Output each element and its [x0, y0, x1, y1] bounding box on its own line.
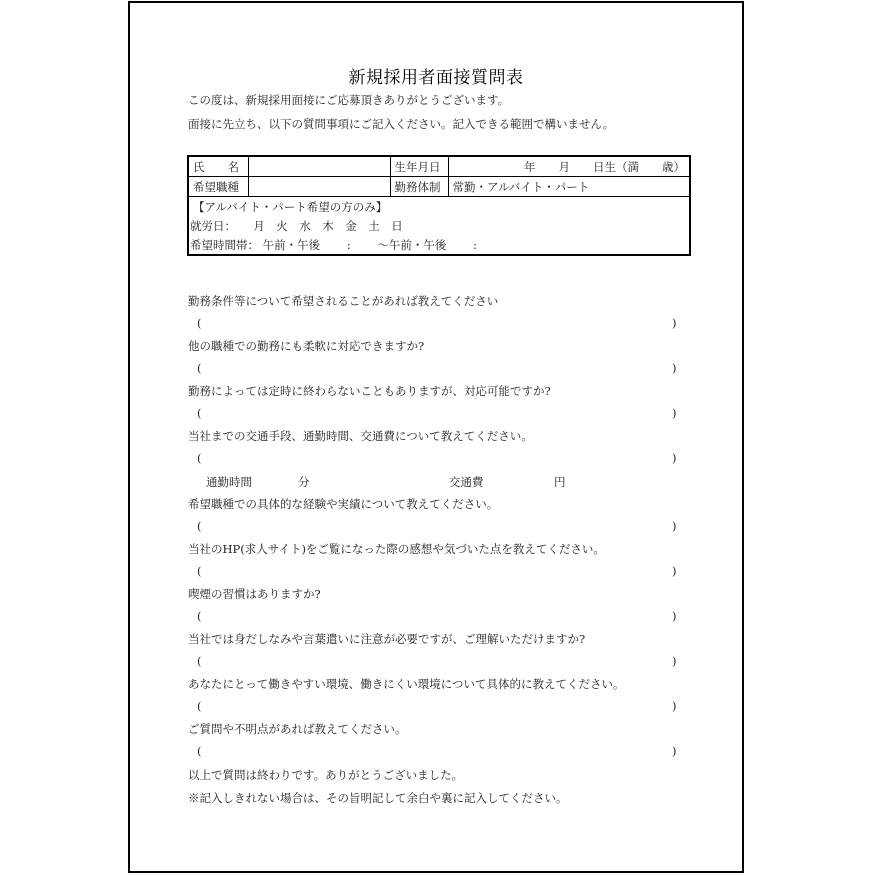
answer-close-paren: ) [672, 451, 677, 465]
commute-time-label: 通勤時間 [206, 475, 252, 489]
name-field[interactable] [248, 156, 390, 177]
commute-fare-label: 交通費 [449, 475, 484, 489]
question-8: 当社では身だしなみや言葉遣いに注意が必要ですが、ご理解いただけますか? [188, 632, 586, 646]
answer-close-paren: ) [672, 744, 677, 758]
answer-close-paren: ) [672, 519, 677, 533]
question-10: ご質問や不明点があれば教えてください。 [188, 722, 407, 736]
intro-line-2: 面接に先立ち、以下の質問事項にご記入ください。記入できる範囲で構いません。 [188, 117, 615, 131]
question-9: あなたにとって働きやすい環境、働きにくい環境について具体的に教えてください。 [188, 677, 625, 691]
closing-note: ※記入しきれない場合は、その旨明記して余白や裏に記入してください。 [188, 791, 568, 805]
answer-close-paren: ) [672, 316, 677, 330]
employment-field[interactable]: 常勤・アルバイト・パート [448, 177, 690, 197]
dob-field[interactable]: 年 月 日生（満 歳） [448, 156, 690, 177]
question-5: 希望職種での具体的な経験や実績について教えてください。 [188, 497, 499, 511]
answer-open-paren: ( [197, 316, 202, 330]
intro-line-1: この度は、新規採用面接にご応募頂きありがとうございます。 [188, 93, 510, 107]
workdays-row[interactable]: 就労日： 月 火 水 木 金 土 日 [190, 218, 403, 233]
answer-open-paren: ( [197, 564, 202, 578]
question-6: 当社のHP(求人サイト)をご覧になった際の感想や気づいた点を教えてください。 [188, 542, 605, 556]
answer-open-paren: ( [197, 406, 202, 420]
form-sheet [128, 1, 744, 873]
name-label: 氏 名 [188, 156, 248, 177]
question-3: 勤務によっては定時に終わらないこともありますが、対応可能ですか? [188, 384, 551, 398]
commute-minutes-unit: 分 [298, 475, 310, 489]
employment-label: 勤務体制 [390, 177, 448, 197]
answer-close-paren: ) [672, 406, 677, 420]
answer-open-paren: ( [197, 744, 202, 758]
answer-open-paren: ( [197, 519, 202, 533]
question-7: 喫煙の習慣はありますか? [188, 587, 321, 601]
answer-close-paren: ) [672, 609, 677, 623]
question-1: 勤務条件等について希望されることがあれば教えてください [188, 294, 499, 308]
hours-row[interactable]: 希望時間帯： 午前・午後 : 〜午前・午後 : [190, 237, 477, 252]
answer-close-paren: ) [672, 699, 677, 713]
answer-close-paren: ) [672, 361, 677, 375]
closing-thanks: 以上で質問は終わりです。ありがとうございました。 [188, 768, 464, 782]
answer-open-paren: ( [197, 699, 202, 713]
answer-open-paren: ( [197, 609, 202, 623]
part-time-header: 【アルバイト・パート希望の方のみ】 [188, 197, 690, 217]
dob-label: 生年月日 [390, 156, 448, 177]
page-title: 新規採用者面接質問表 [348, 68, 524, 88]
answer-open-paren: ( [197, 361, 202, 375]
question-2: 他の職種での勤務にも柔軟に対応できますか? [188, 339, 425, 353]
answer-open-paren: ( [197, 654, 202, 668]
answer-close-paren: ) [672, 654, 677, 668]
job-label: 希望職種 [188, 177, 248, 197]
applicant-info-table [187, 155, 691, 256]
answer-open-paren: ( [197, 451, 202, 465]
commute-yen-unit: 円 [554, 475, 566, 489]
question-4: 当社までの交通手段、通勤時間、交通費について教えてください。 [188, 429, 533, 443]
job-field[interactable] [248, 177, 390, 197]
answer-close-paren: ) [672, 564, 677, 578]
